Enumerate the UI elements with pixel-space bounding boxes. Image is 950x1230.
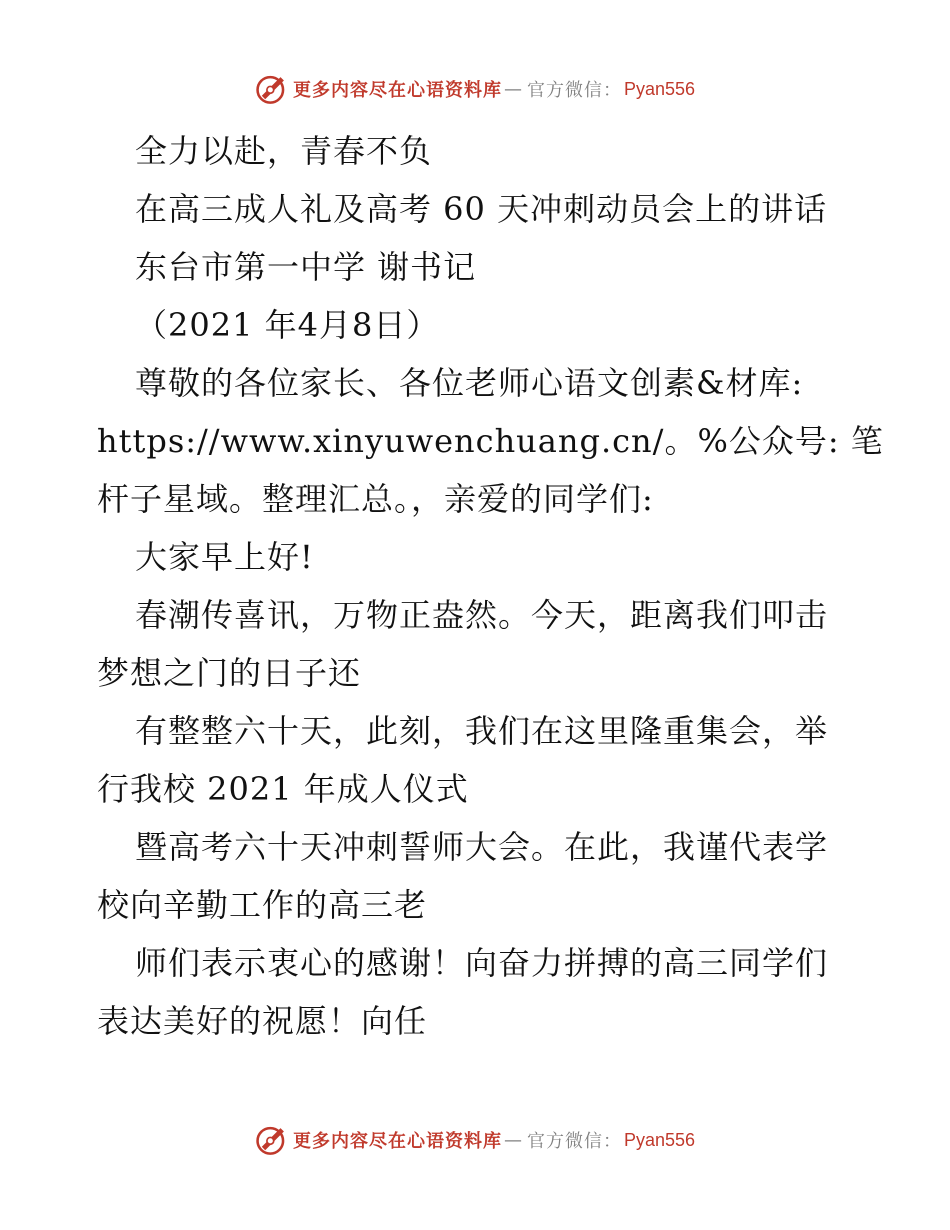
doc-line: 行我校 2021 年成人仪式 (97, 770, 469, 808)
watermark-separator: — (503, 78, 523, 100)
brand-logo-icon (255, 72, 289, 106)
brand-logo-icon (255, 1123, 289, 1157)
watermark-main-text: 更多内容尽在心语资料库 (292, 80, 502, 101)
doc-line: 表达美好的祝愿！向任 (97, 1002, 428, 1040)
doc-line: 春潮传喜讯，万物正盎然。今天，距离我们叩击 (135, 596, 829, 634)
watermark-label: 官方微信： (526, 1131, 622, 1152)
doc-line: 师们表示衷心的感谢！向奋力拼搏的高三同学们 (135, 944, 829, 982)
doc-line: 有整整六十天，此刻，我们在这里隆重集会，举 (135, 712, 829, 750)
watermark-label: 官方微信： (526, 80, 622, 101)
doc-title: 全力以赴，青春不负 (135, 132, 433, 170)
watermark-main-text: 更多内容尽在心语资料库 (292, 1131, 502, 1152)
doc-author: 东台市第一中学 谢书记 (135, 248, 477, 286)
watermark-separator: — (503, 1129, 523, 1151)
doc-line: 大家早上好! (135, 538, 314, 576)
watermark-id: Pyan556 (623, 78, 696, 99)
doc-line: 梦想之门的日子还 (97, 654, 362, 692)
doc-line: 校向辛勤工作的高三老 (97, 886, 428, 924)
footer-watermark (0, 1123, 950, 1157)
watermark-id: Pyan556 (623, 1129, 696, 1150)
doc-line: 尊敬的各位家长、各位老师心语文创素&材库: (135, 364, 804, 402)
doc-subtitle: 在高三成人礼及高考 60 天冲刺动员会上的讲话 (135, 190, 828, 228)
doc-date: （2021 年4月8日） (135, 306, 440, 344)
doc-line: 杆子星域。整理汇总。，亲爱的同学们: (97, 480, 654, 518)
doc-line: 暨高考六十天冲刺誓师大会。在此，我谨代表学 (135, 828, 829, 866)
header-watermark (0, 72, 950, 106)
document-body (97, 122, 884, 1050)
doc-line: https://www.xinyuwenchuang.cn/。%公众号: 笔 (97, 422, 884, 460)
